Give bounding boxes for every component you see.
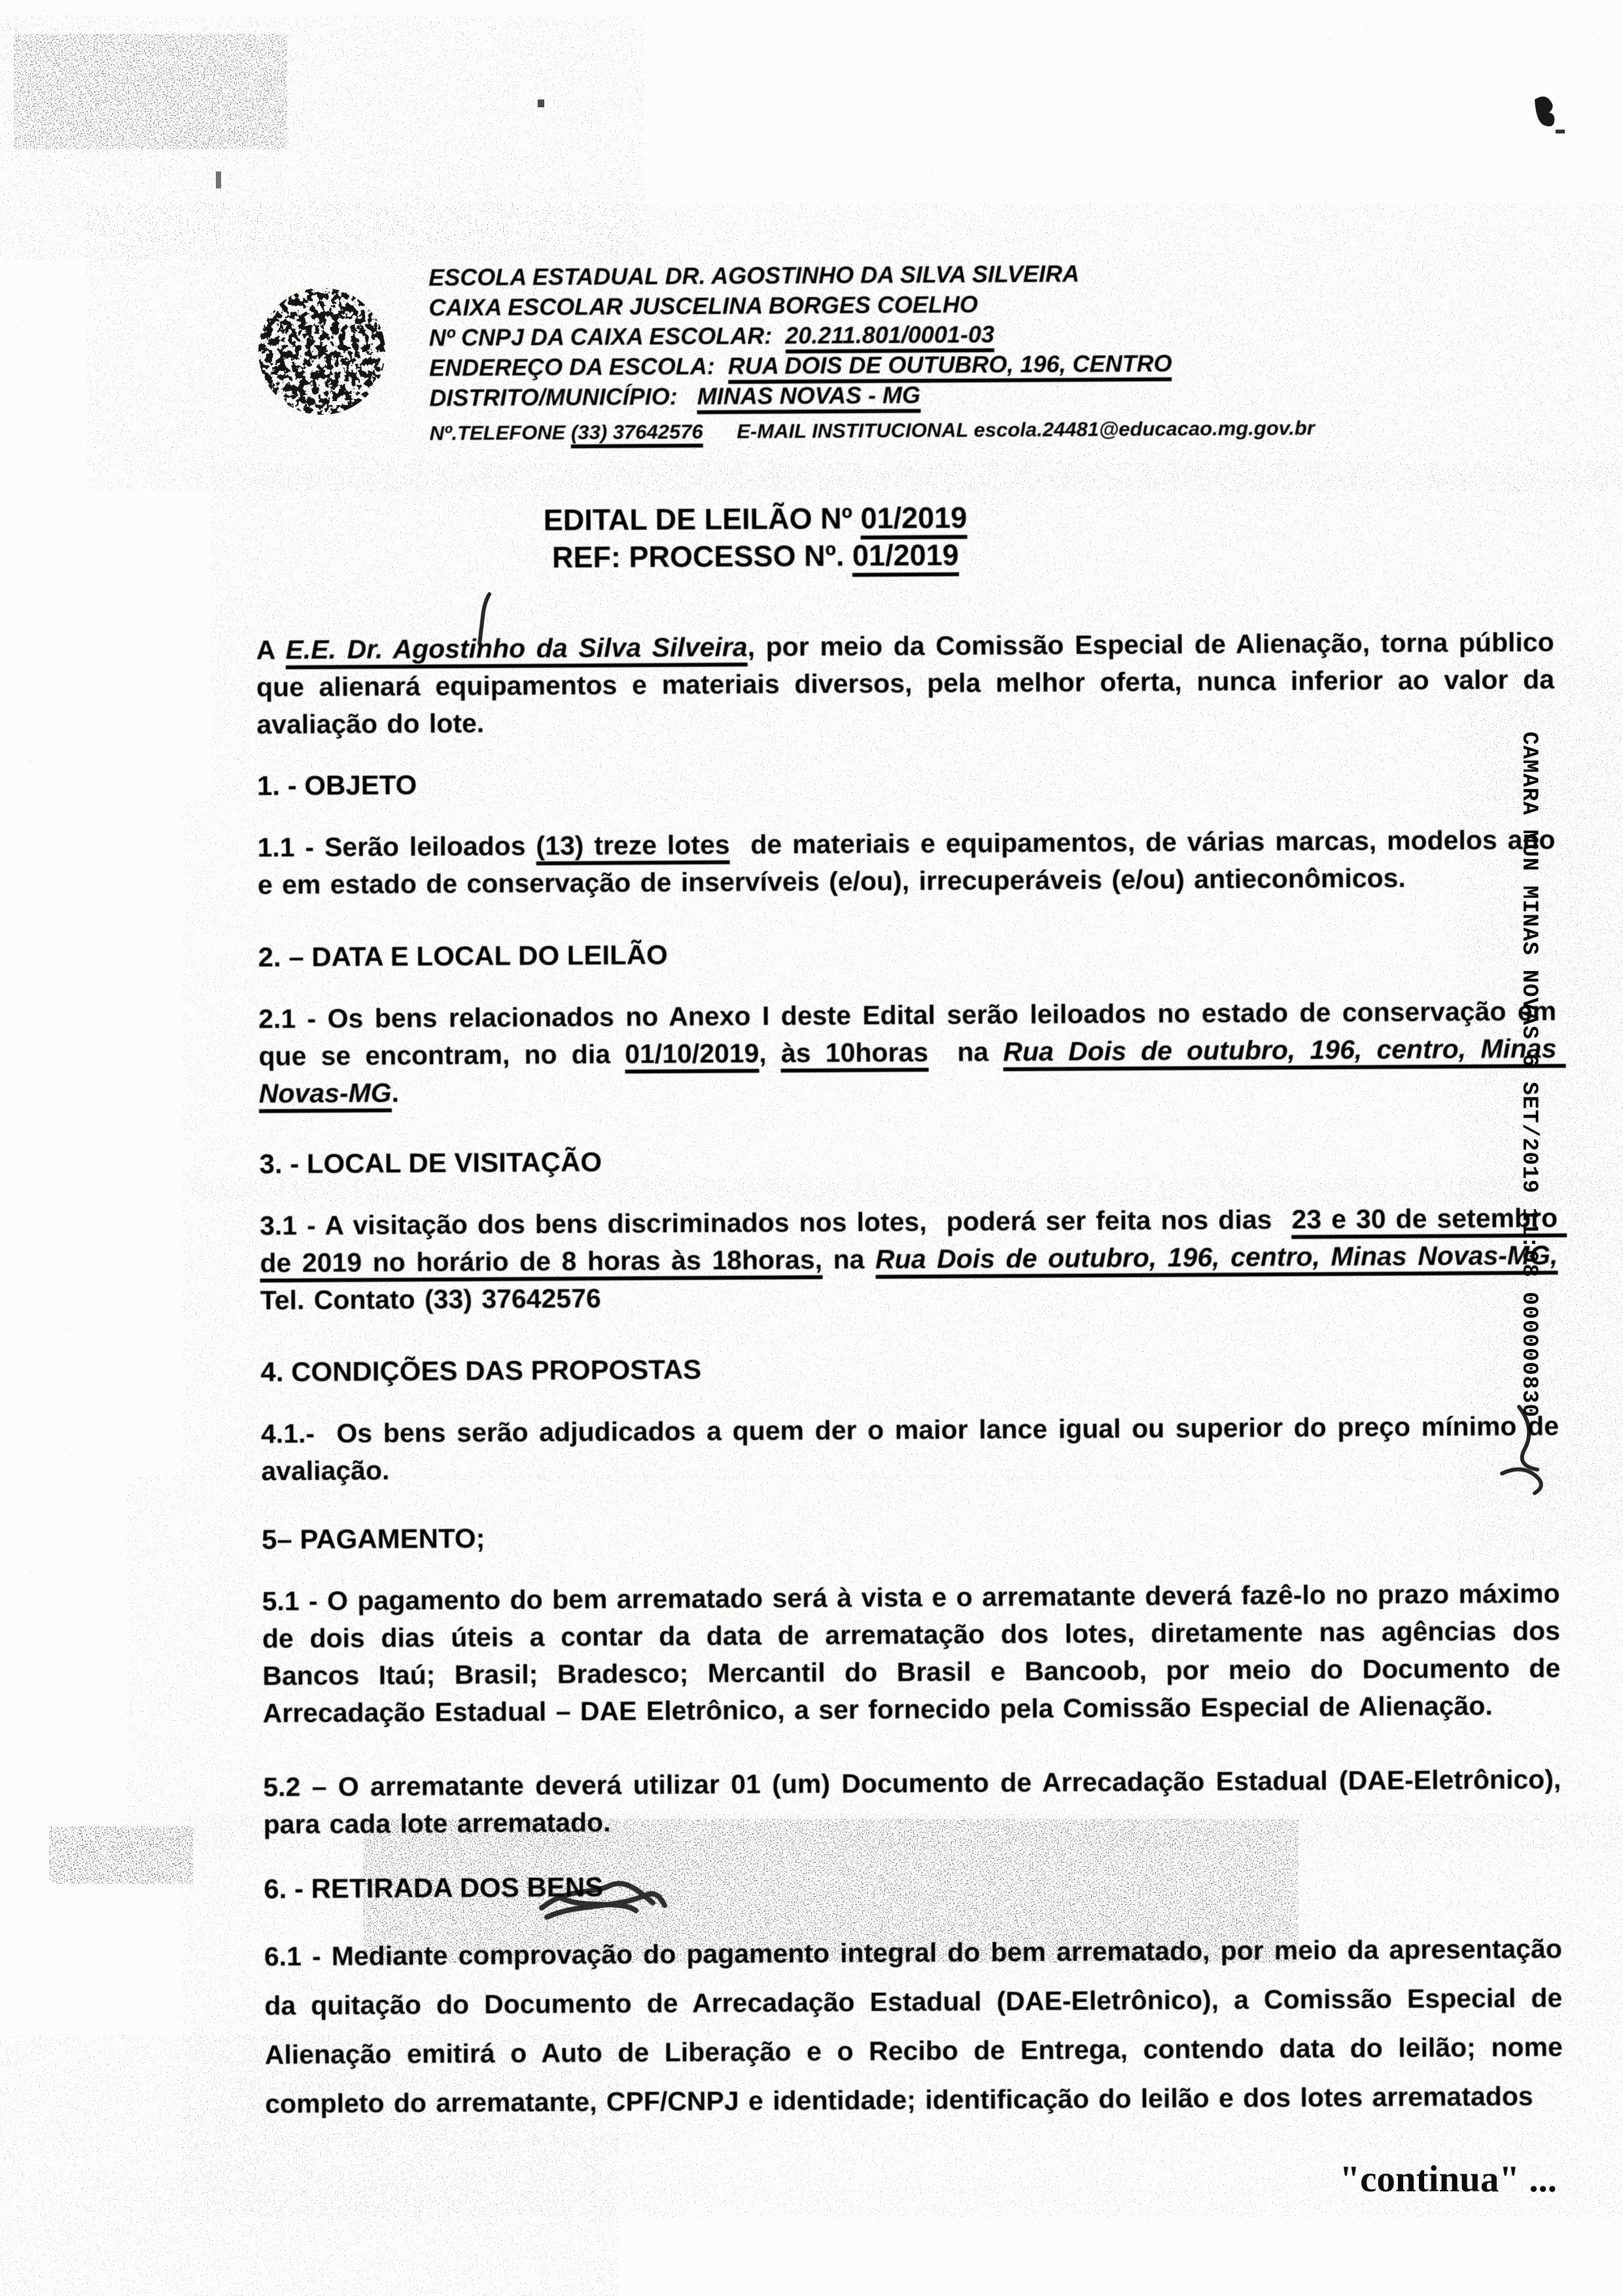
section-3-heading: 3. - LOCAL DE VISITAÇÃO: [259, 1146, 602, 1180]
paragraph-5-2: 5.2 – O arrematante deverá utilizar 01 (um) Documento de Arrecadação Estadual (DAE-Eletrônico), para cada lote arrematado.: [263, 1763, 1571, 1840]
phone-email-line: Nº.TELEFONE (33) 37642576 E-MAIL INSTITUCIONAL escola.24481@educacao.mg.gov.br: [429, 407, 1450, 449]
cnpj-line: Nº CNPJ DA CAIXA ESCOLAR: 20.211.801/0001-03: [429, 317, 1450, 353]
section-1-heading: 1. - OBJETO: [256, 769, 417, 802]
letterhead: [428, 256, 1450, 449]
section-6-heading: 6. - RETIRADA DOS BENS: [264, 1871, 604, 1905]
paragraph-1-1: 1.1 - Serão leiloados (13) treze lotes de materiais e equipamentos, de várias marcas, modelos ano e em estado de conservação de inservíveis (e/ou), irrecuperáveis (e/ou) antieconômicos.: [257, 824, 1565, 900]
school-address-line: ENDEREÇO DA ESCOLA: RUA DOIS DE OUTUBRO, 196, CENTRO: [429, 347, 1450, 383]
section-2-heading: 2. – DATA E LOCAL DO LEILÃO: [258, 939, 668, 973]
document-title: [428, 498, 1083, 576]
section-5-heading: 5– PAGAMENTO;: [261, 1523, 485, 1555]
district-line: DISTRITO/MUNICÍPIO: MINAS NOVAS - MG: [429, 377, 1450, 414]
paragraph-2-1: 2.1 - Os bens relacionados no Anexo I deste Edital serão leiloados no estado de conservação em que se encontram, no dia 01/10/2019, às 10horas na Rua Dois de outubro, 196, centro, Minas Novas-MG.: [258, 993, 1557, 1112]
continua-note: "continua" ...: [1339, 2159, 1557, 2200]
caixa-escolar-name: CAIXA ESCOLAR JUSCELINA BORGES COELHO: [428, 291, 979, 321]
protocol-stamp: CAMARA MUN MINAS NOVAS 6 SET/2019 11:08 000000830: [1516, 732, 1541, 1418]
section-4-heading: 4. CONDIÇÕES DAS PROPOSTAS: [260, 1354, 702, 1388]
title-line-2: REF: PROCESSO Nº. 01/2019: [428, 535, 1083, 576]
school-name: ESCOLA ESTADUAL DR. AGOSTINHO DA SILVA SILVEIRA: [428, 260, 1080, 291]
paragraph-5-1: 5.1 - O pagamento do bem arrematado será à vista e o arrematante deverá fazê-lo no prazo máximo de dois dias úteis a contar da data de arrematação dos lotes, diretamente nas agências dos Bancos Itaú; Brasil; Bradesco; Mercantil do Brasil e Bancoob, por meio do Documento de Arrecadação Estadual – DAE Eletrônico, a ser fornecido pela Comissão Especial de Alienação.: [262, 1578, 1570, 1729]
intro-paragraph: A E.E. Dr. Agostinho da Silva Silveira, por meio da Comissão Especial de Alienação, torna público que alienará equipamentos e materiais diversos, pela melhor oferta, nunca inferior ao valor da avaliação do lote.: [256, 626, 1564, 740]
title-line-1: EDITAL DE LEILÃO Nº 01/2019: [428, 498, 1082, 539]
paragraph-4-1: 4.1.- Os bens serão adjudicados a quem der o maior lance igual ou superior do preço mínimo de avaliação.: [260, 1410, 1569, 1487]
paragraph-3-1: 3.1 - A visitação dos bens discriminados nos lotes, poderá ser feita nos dias 23 e 30 de setembro de 2019 no horário de 8 horas às 18horas, na Rua Dois de outubro, 196, centro, Minas Novas-MG, Tel. Contato (33) 37642576: [259, 1202, 1567, 1316]
paragraph-6-1: 6.1 - Mediante comprovação do pagamento integral do bem arrematado, por meio da apresentação da quitação do Documento de Arrecadação Estadual (DAE-Eletrônico), a Comissão Especial de Alienação emitirá o Auto de Liberação e o Recibo de Entrega, contendo data do leilão; nome completo do arrematante, CPF/CNPJ e identidade; identificação do leilão e dos lotes arrematados: [264, 1933, 1573, 2119]
